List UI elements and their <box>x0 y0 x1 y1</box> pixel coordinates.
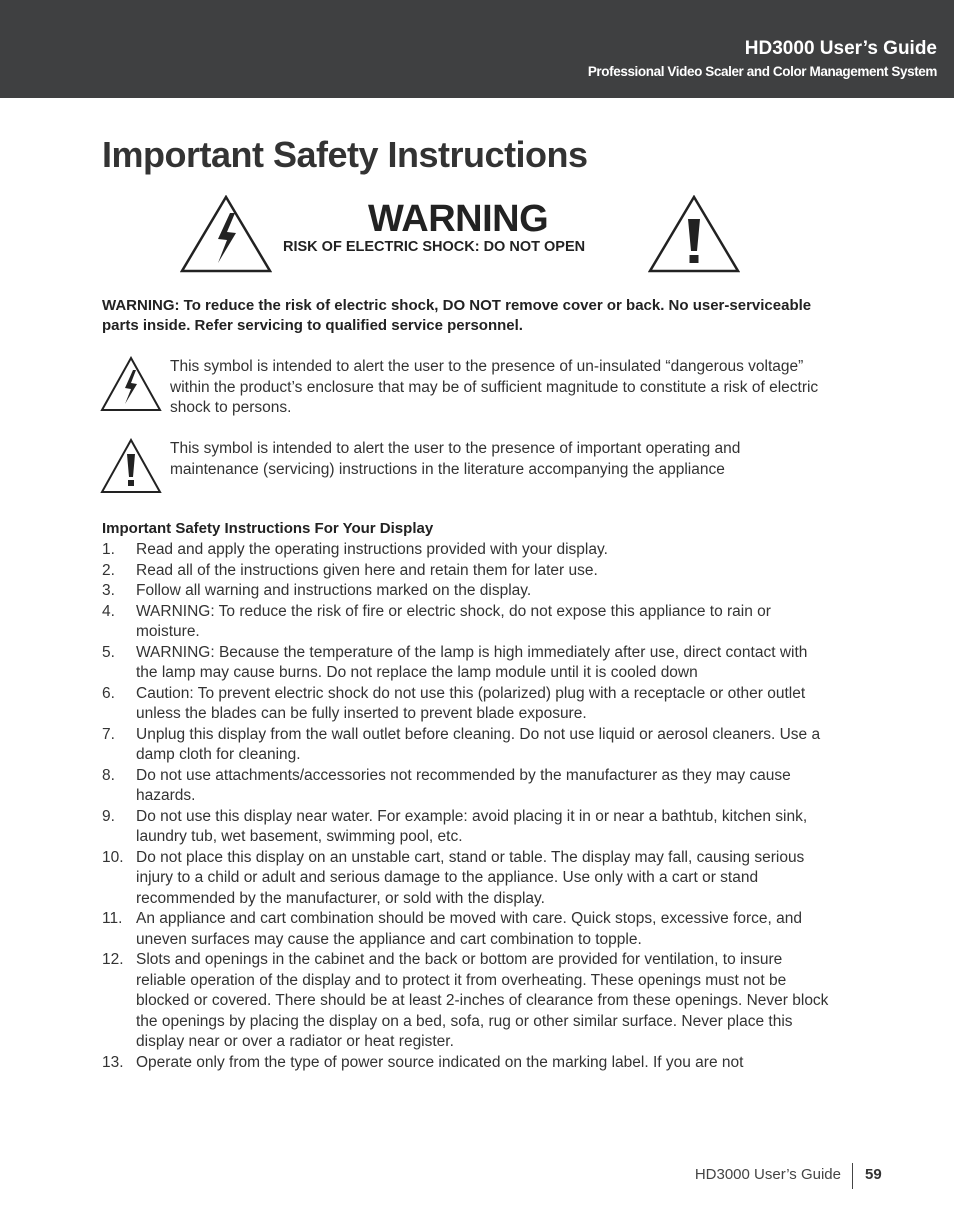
list-item <box>102 581 832 602</box>
list-item-text: Do not use this display near water. For example: avoid placing it in or near a bathtub, kitchen sink, laundry tub, wet basement, swimming pool, etc. <box>136 807 808 845</box>
lightning-symbol-description: This symbol is intended to alert the user to the presence of un-insulated “dangerous voltage” within the product’s enclosure that may be of sufficient magnitude to constitute a risk of electric shock to persons. <box>170 358 819 416</box>
list-item-text: Slots and openings in the cabinet and the back or bottom are provided for ventilation, to insure reliable operation of the display and to protect it from overheating. These openings must not be blocked or covered. There should be at least 2-inches of clearance from these openings. Never block the openings by placing the display on a bed, sofa, rug or other similar surface. Never place this display near or over a radiator or heat register. <box>136 951 829 1050</box>
warning-subheading: RISK OF ELECTRIC SHOCK: DO NOT OPEN <box>283 239 586 255</box>
list-item-number: 10. <box>102 848 124 866</box>
exclamation-symbol-description: This symbol is intended to alert the user to the presence of important operating and maintenance (servicing) instructions in the literature accompanying the appliance <box>170 440 741 478</box>
list-item-text: Follow all warning and instructions marked on the display. <box>136 582 532 599</box>
list-item-number: 9. <box>102 807 115 825</box>
list-item-number: 12. <box>102 951 124 968</box>
list-item-number: 5. <box>102 643 115 661</box>
list-item <box>102 561 832 582</box>
safety-instructions-list <box>102 540 832 1073</box>
header-title: HD3000 User’s Guide <box>744 38 937 59</box>
footer-divider <box>852 1163 853 1189</box>
list-item-number: 11. <box>102 910 123 927</box>
list-item-number: 3. <box>102 582 115 599</box>
page-title: Important Safety Instructions <box>102 134 588 175</box>
list-item <box>102 766 832 807</box>
list-item <box>102 1053 832 1074</box>
header-band <box>0 0 954 98</box>
list-item-number: 6. <box>102 684 115 702</box>
list-item-number: 7. <box>102 725 115 743</box>
list-item <box>102 909 832 950</box>
exclamation-icon <box>100 438 162 494</box>
exclamation-warning-icon <box>648 195 740 273</box>
list-item-text: An appliance and cart combination should be moved with care. Quick stops, excessive force, and uneven surfaces may cause the appliance and cart combination to topple. <box>136 910 803 948</box>
lightning-icon <box>100 356 162 412</box>
warning-paragraph: WARNING: To reduce the risk of electric shock, DO NOT remove cover or back. No user-serviceable parts inside. Refer servicing to qualified service personnel. <box>102 297 812 334</box>
lightning-warning-icon <box>180 195 272 273</box>
list-item <box>102 540 832 561</box>
list-item-text: Do not place this display on an unstable cart, stand or table. The display may fall, causing serious injury to a child or adult and serious damage to the appliance. Use only with a cart or stand recommended by the manufacturer, or sold with the display. <box>136 848 805 907</box>
list-item-number: 2. <box>102 561 115 579</box>
list-item-text: Read and apply the operating instructions provided with your display. <box>136 541 608 558</box>
list-item-text: WARNING: To reduce the risk of fire or electric shock, do not expose this appliance to rain or moisture. <box>136 602 771 640</box>
list-item-number: 8. <box>102 766 115 784</box>
list-item-text: Caution: To prevent electric shock do not use this (polarized) plug with a receptacle or other outlet unless the blades can be fully inserted to prevent blade exposure. <box>136 684 806 722</box>
list-item <box>102 807 832 848</box>
list-item <box>102 725 832 766</box>
list-item <box>102 848 832 910</box>
list-item-text: Read all of the instructions given here and retain them for later use. <box>136 561 598 579</box>
header-subtitle: Professional Video Scaler and Color Management System <box>587 64 937 79</box>
list-item <box>102 602 832 643</box>
list-item-text: Operate only from the type of power source indicated on the marking label. If you are not <box>136 1053 744 1071</box>
list-item-number: 4. <box>102 602 115 620</box>
page-number: 59 <box>865 1166 882 1183</box>
list-item-text: WARNING: Because the temperature of the lamp is high immediately after use, direct contact with the lamp may cause burns. Do not replace the lamp module until it is cooled down <box>136 643 808 681</box>
list-item-number: 1. <box>102 541 115 558</box>
list-item-text: Unplug this display from the wall outlet before cleaning. Do not use liquid or aerosol cleaners. Use a damp cloth for cleaning. <box>136 725 821 763</box>
footer-guide-name: HD3000 User’s Guide <box>694 1166 841 1183</box>
list-item-number: 13. <box>102 1053 124 1071</box>
warning-heading: WARNING <box>368 198 549 240</box>
list-item <box>102 950 832 1053</box>
list-heading: Important Safety Instructions For Your Display <box>102 520 434 537</box>
list-item-text: Do not use attachments/accessories not recommended by the manufacturer as they may cause hazards. <box>136 766 791 804</box>
list-item <box>102 684 832 725</box>
list-item <box>102 643 832 684</box>
